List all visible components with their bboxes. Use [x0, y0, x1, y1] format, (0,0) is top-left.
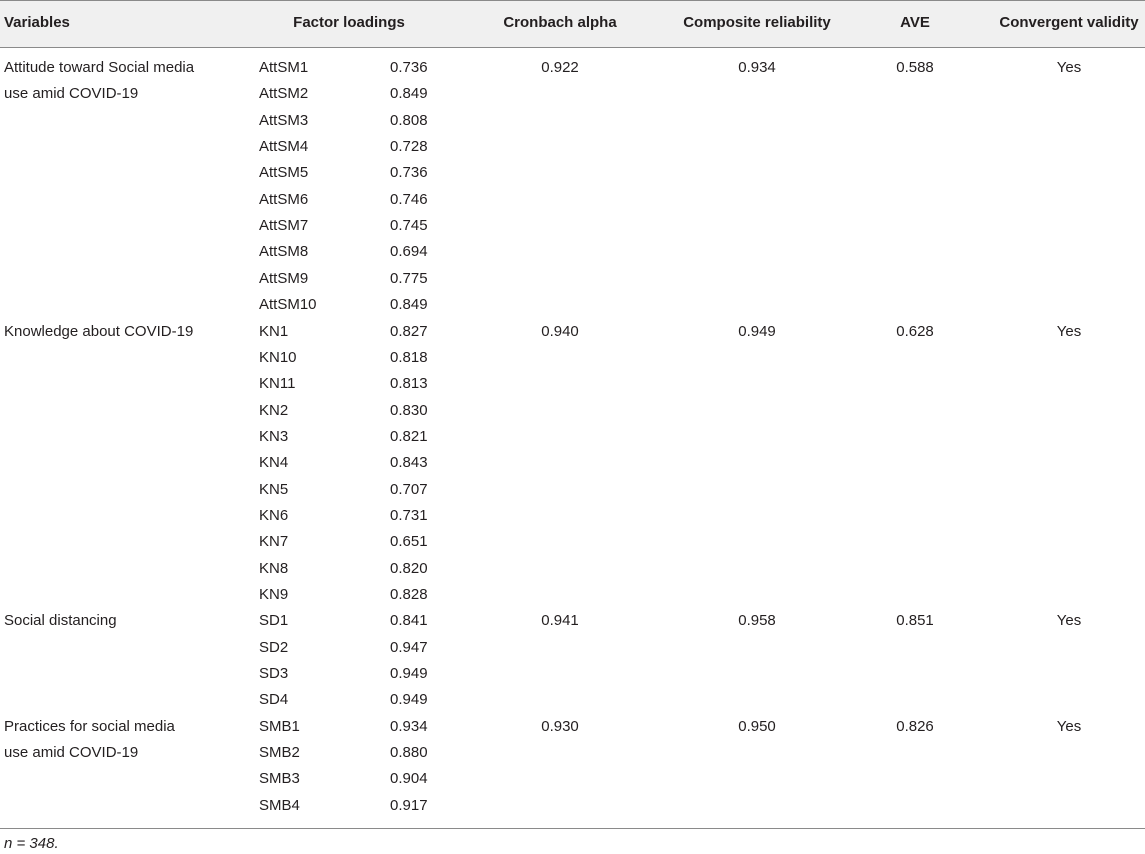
- item-loading: 0.904: [390, 770, 428, 788]
- variable-name: use amid COVID-19: [4, 85, 139, 103]
- item-code: SMB1: [259, 717, 300, 735]
- item-loading: 0.821: [390, 427, 428, 445]
- item-loading: 0.808: [390, 111, 428, 129]
- item-loading: 0.651: [390, 533, 428, 551]
- item-code: SMB2: [259, 744, 300, 762]
- item-loading: 0.746: [390, 190, 428, 208]
- convergent-validity-value: Yes: [1056, 612, 1082, 630]
- item-code: KN2: [259, 401, 289, 419]
- variable-name: Social distancing: [4, 612, 117, 630]
- item-code: AttSM7: [259, 217, 309, 235]
- header-ave: AVE: [900, 14, 930, 31]
- header-variables: Variables: [4, 14, 70, 31]
- header-convergent-validity: Convergent validity: [999, 14, 1139, 31]
- item-loading: 0.841: [390, 612, 428, 630]
- table-header-rule: [0, 47, 1145, 48]
- item-code: AttSM1: [259, 59, 309, 76]
- item-loading: 0.880: [390, 744, 428, 762]
- item-code: SD1: [259, 612, 289, 630]
- item-code: KN10: [259, 348, 297, 366]
- item-code: AttSM5: [259, 164, 309, 182]
- item-code: SMB3: [259, 770, 300, 788]
- item-code: KN4: [259, 454, 289, 472]
- item-loading: 0.728: [390, 138, 428, 156]
- convergent-validity-value: Yes: [1056, 59, 1082, 76]
- item-loading: 0.949: [390, 691, 428, 709]
- variable-name: use amid COVID-19: [4, 744, 139, 762]
- ave-value: 0.826: [896, 717, 934, 735]
- item-code: KN11: [259, 375, 296, 393]
- item-loading: 0.827: [390, 322, 428, 340]
- item-loading: 0.820: [390, 559, 428, 577]
- item-loading: 0.828: [390, 586, 428, 603]
- item-code: KN7: [259, 533, 289, 551]
- item-loading: 0.843: [390, 454, 428, 472]
- item-loading: 0.775: [390, 269, 428, 287]
- composite-reliability-value: 0.950: [738, 717, 776, 735]
- cronbach-alpha-value: 0.922: [541, 59, 579, 76]
- item-code: AttSM10: [259, 296, 317, 314]
- item-loading: 0.947: [390, 638, 428, 656]
- item-code: KN5: [259, 480, 289, 498]
- item-loading: 0.745: [390, 217, 428, 235]
- item-code: SD3: [259, 665, 289, 683]
- ave-value: 0.851: [896, 612, 934, 630]
- variable-name: Practices for social media: [4, 717, 175, 735]
- item-loading: 0.818: [390, 348, 428, 366]
- header-composite-reliability: Composite reliability: [683, 14, 831, 31]
- convergent-validity-value: Yes: [1056, 322, 1082, 340]
- composite-reliability-value: 0.934: [738, 59, 776, 76]
- item-code: SMB4: [259, 796, 300, 814]
- item-loading: 0.813: [390, 375, 428, 393]
- convergent-validity-value: Yes: [1056, 717, 1082, 735]
- item-loading: 0.736: [390, 164, 428, 182]
- item-loading: 0.694: [390, 243, 428, 261]
- item-code: KN9: [259, 586, 289, 603]
- table-top-rule: [0, 0, 1145, 1]
- item-loading: 0.849: [390, 85, 428, 103]
- item-code: KN3: [259, 427, 289, 445]
- item-loading: 0.707: [390, 480, 428, 498]
- table-bottom-rule: [0, 828, 1145, 829]
- item-code: AttSM4: [259, 138, 309, 156]
- item-loading: 0.949: [390, 665, 428, 683]
- item-code: AttSM9: [259, 269, 309, 287]
- item-loading: 0.830: [390, 401, 428, 419]
- item-loading: 0.736: [390, 59, 428, 76]
- composite-reliability-value: 0.958: [738, 612, 776, 630]
- footnote: n = 348.: [4, 835, 59, 852]
- item-loading: 0.917: [390, 796, 428, 814]
- item-code: KN1: [259, 322, 289, 340]
- item-code: AttSM3: [259, 111, 309, 129]
- header-cronbach-alpha: Cronbach alpha: [503, 14, 617, 31]
- ave-value: 0.588: [896, 59, 934, 76]
- item-loading: 0.731: [390, 506, 428, 524]
- item-code: SD2: [259, 638, 289, 656]
- item-loading: 0.849: [390, 296, 428, 314]
- variable-name: Knowledge about COVID-19: [4, 322, 194, 340]
- composite-reliability-value: 0.949: [738, 322, 776, 340]
- header-factor-loadings: Factor loadings: [293, 14, 405, 31]
- cronbach-alpha-value: 0.930: [541, 717, 579, 735]
- item-loading: 0.934: [390, 717, 428, 735]
- item-code: KN6: [259, 506, 289, 524]
- item-code: AttSM6: [259, 190, 309, 208]
- item-code: AttSM8: [259, 243, 309, 261]
- item-code: SD4: [259, 691, 289, 709]
- variable-name: Attitude toward Social media: [4, 59, 195, 76]
- cronbach-alpha-value: 0.941: [541, 612, 579, 630]
- item-code: AttSM2: [259, 85, 309, 103]
- ave-value: 0.628: [896, 322, 934, 340]
- cronbach-alpha-value: 0.940: [541, 322, 579, 340]
- item-code: KN8: [259, 559, 289, 577]
